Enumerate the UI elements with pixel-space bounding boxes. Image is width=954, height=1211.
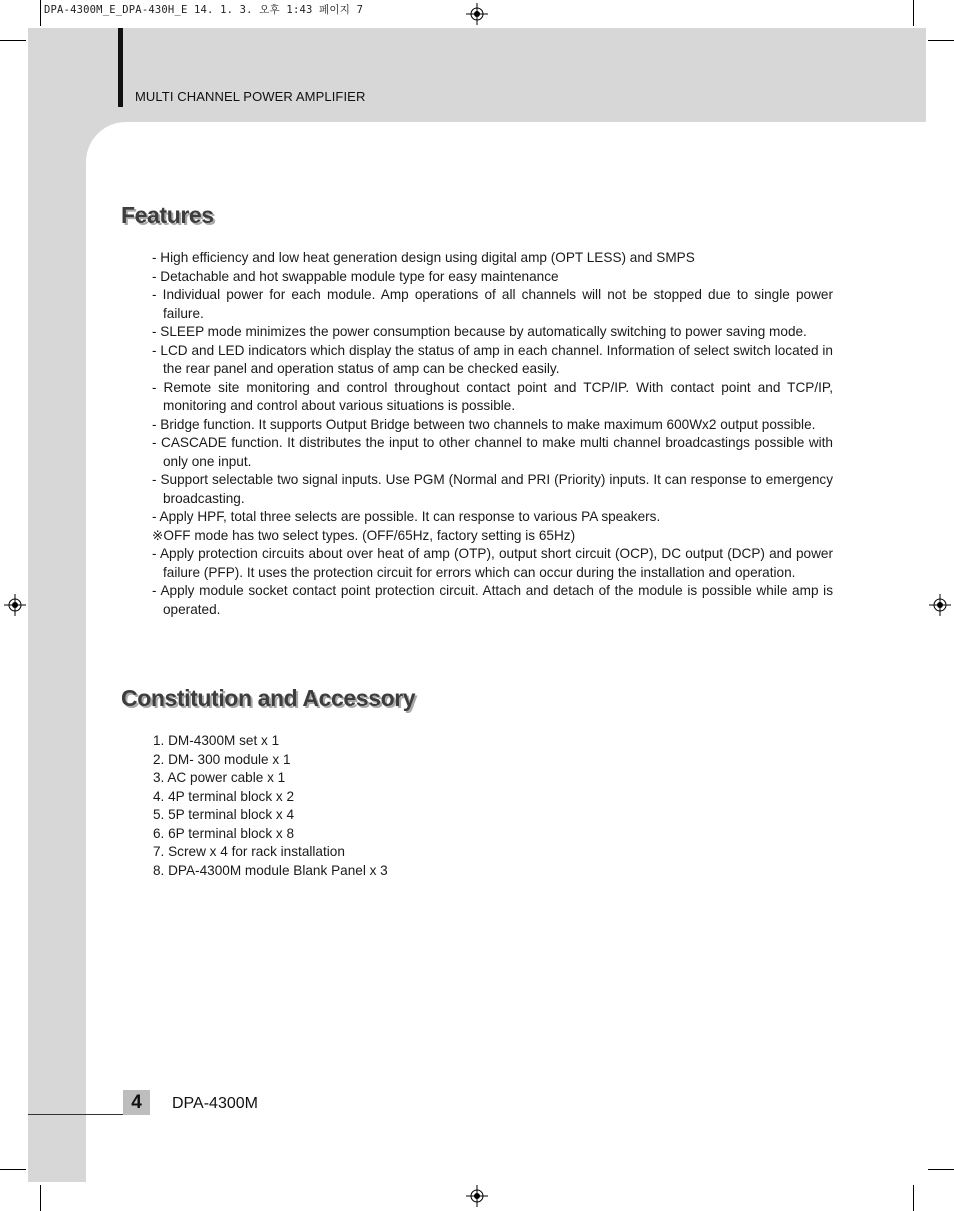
- list-item: - Remote site monitoring and control throughout contact point and TCP/IP. With contact point and TCP/IP, monitoring and control about various situations is possible.: [152, 379, 833, 413]
- footer-model-name: DPA-4300M: [172, 1095, 258, 1112]
- list-item: - Bridge function. It supports Output Bridge between two channels to make maximum 600Wx2 output possible.: [152, 416, 816, 432]
- footer-rule: [28, 1114, 123, 1115]
- list-item: - High efficiency and low heat generation design using digital amp (OPT LESS) and SMPS: [152, 250, 695, 265]
- list-item: 4. 4P terminal block x 2: [153, 788, 295, 804]
- list-item: - Apply protection circuits about over heat of amp (OTP), output short circuit (OCP), DC output (DCP) and power failure (PFP). It uses the protection circuit for errors which can occur during the installation and operation.: [152, 546, 833, 580]
- crop-mark: [0, 1169, 26, 1170]
- crop-mark: [0, 40, 26, 41]
- accessory-heading: Constitution and Accessory: [121, 685, 416, 711]
- crop-mark: [928, 1169, 954, 1170]
- list-item: 7. Screw x 4 for rack installation: [153, 844, 345, 859]
- list-item: - LCD and LED indicators which display the status of amp in each channel. Information of select switch located in the rear panel and operation status of amp can be checked easily.: [152, 342, 833, 376]
- header-accent-bar: [118, 28, 123, 107]
- list-item: 1. DM-4300M set x 1: [153, 733, 280, 748]
- crop-mark: [40, 1185, 41, 1211]
- left-margin-band: [28, 122, 86, 1182]
- features-heading: Features: [121, 202, 214, 228]
- crop-mark: [913, 0, 914, 26]
- accessory-list: [153, 732, 388, 880]
- list-item: 3. AC power cable x 1: [153, 770, 286, 785]
- list-item: - Individual power for each module. Amp operations of all channels will not be stopped due to single power failure.: [152, 287, 833, 321]
- list-item: - Support selectable two signal inputs. Use PGM (Normal and PRI (Priority) inputs. It can response to emergency broadcasting.: [152, 472, 833, 506]
- list-item: 5. 5P terminal block x 4: [153, 807, 295, 822]
- features-list: [152, 249, 833, 619]
- registration-mark-icon: [4, 594, 26, 616]
- registration-mark-icon: [466, 3, 488, 25]
- list-item: 8. DPA-4300M module Blank Panel x 3: [153, 862, 388, 878]
- list-item: - Apply HPF, total three selects are possible. It can response to various PA speakers.: [152, 509, 661, 524]
- list-item: 6. 6P terminal block x 8: [153, 825, 295, 841]
- list-item: - Apply module socket contact point protection circuit. Attach and detach of the module is possible while amp is operated.: [152, 583, 833, 617]
- print-slug: DPA-4300M_E_DPA-430H_E 14. 1. 3. 오후 1:43 페이지 7: [44, 4, 364, 16]
- list-item: - CASCADE function. It distributes the input to other channel to make multi channel broadcastings possible with only one input.: [152, 435, 833, 469]
- list-item: 2. DM- 300 module x 1: [153, 751, 291, 767]
- running-header: MULTI CHANNEL POWER AMPLIFIER: [135, 89, 366, 104]
- crop-mark: [40, 0, 41, 26]
- list-item: - SLEEP mode minimizes the power consumption because by automatically switching to power saving mode.: [152, 324, 807, 339]
- registration-mark-icon: [929, 594, 951, 616]
- registration-mark-icon: [466, 1185, 488, 1207]
- header-band: [28, 28, 926, 122]
- page-number: 4: [123, 1090, 150, 1115]
- list-item: ※OFF mode has two select types. (OFF/65Hz, factory setting is 65Hz): [152, 527, 576, 543]
- crop-mark: [913, 1185, 914, 1211]
- list-item: - Detachable and hot swappable module type for easy maintenance: [152, 268, 559, 284]
- crop-mark: [928, 40, 954, 41]
